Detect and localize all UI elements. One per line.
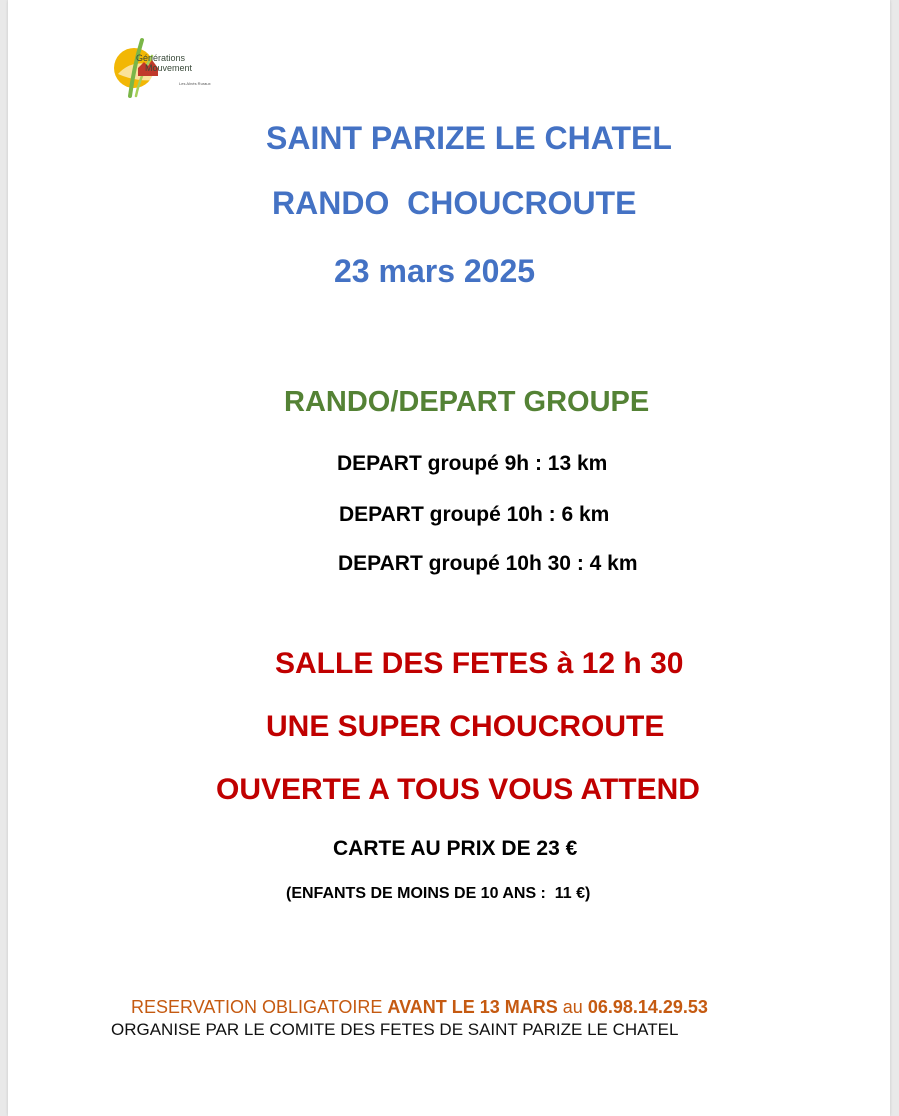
reservation-label: RESERVATION OBLIGATOIRE: [131, 997, 388, 1017]
rando-heading: RANDO/DEPART GROUPE: [284, 386, 650, 418]
reservation-au: au: [557, 997, 588, 1017]
logo-text-generations: Générations: [136, 53, 186, 63]
organizer-line: ORGANISE PAR LE COMITE DES FETES DE SAINT PARIZE LE CHATEL: [111, 1020, 679, 1039]
logo-text-mouvement: Mouvement: [145, 63, 193, 73]
meal-open-to-all: OUVERTE A TOUS VOUS ATTEND: [216, 773, 700, 806]
departure-3: DEPART groupé 10h 30 : 4 km: [338, 552, 638, 575]
meal-venue-time: SALLE DES FETES à 12 h 30: [275, 647, 684, 680]
event-title: RANDO CHOUCROUTE: [272, 185, 637, 221]
generations-mouvement-logo: [112, 36, 224, 100]
reservation-deadline: AVANT LE 13 MARS: [387, 997, 558, 1017]
document-page: [8, 0, 890, 1116]
reservation-phone: 06.98.14.29.53: [587, 997, 708, 1017]
meal-choucroute: UNE SUPER CHOUCROUTE: [266, 710, 665, 743]
departure-2: DEPART groupé 10h : 6 km: [339, 503, 610, 526]
town-title: SAINT PARIZE LE CHATEL: [266, 120, 672, 156]
price-adult: CARTE AU PRIX DE 23 €: [333, 837, 578, 860]
event-date: 23 mars 2025: [334, 253, 536, 289]
departure-1: DEPART groupé 9h : 13 km: [337, 452, 608, 475]
price-children: (ENFANTS DE MOINS DE 10 ANS : 11 €): [286, 885, 591, 902]
logo-tagline: Les Aînés Ruraux: [179, 81, 211, 86]
